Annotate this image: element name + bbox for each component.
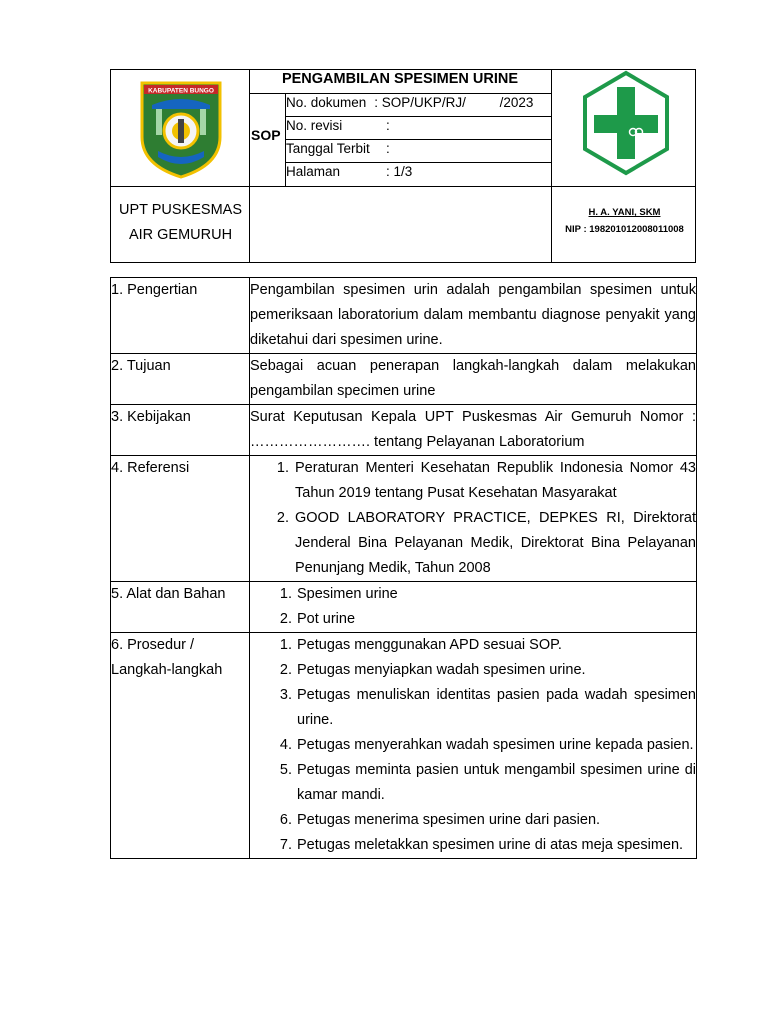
list-item: 2. GOOD LABORATORY PRACTICE, DEPKES RI, Direktorat Jenderal Bina Pelayanan Medik, Direktorat Bina Pelayanan Penunjang Medik, Tahun 2008 xyxy=(293,506,696,581)
list-item: 1. Petugas menggunakan APD sesuai SOP. xyxy=(296,633,696,658)
document-title: PENGAMBILAN SPESIMEN URINE xyxy=(281,71,519,87)
header-divider xyxy=(285,162,551,163)
definition-text: Pengambilan spesimen urin adalah pengambilan spesimen untuk pemeriksaan laboratorium dalam membantu diagnose penyakit yang diketahui dari spesimen urine. xyxy=(250,282,696,348)
procedure-list xyxy=(250,633,696,858)
logo-text: KABUPATEN BUNGO xyxy=(148,87,214,95)
kabupaten-bungo-logo xyxy=(138,79,224,179)
section-label xyxy=(111,633,250,859)
meta-value: : xyxy=(386,141,390,156)
list-item: 3. Petugas menuliskan identitas pasien pada wadah spesimen urine. xyxy=(296,683,696,733)
list-item: 1. Peraturan Menteri Kesehatan Republik Indonesia Nomor 43 Tahun 2019 tentang Pusat Kesehatan Masyarakat xyxy=(293,456,696,506)
policy-text: Surat Keputusan Kepala UPT Puskesmas Air Gemuruh Nomor : ……………………. tentang Pelayanan Laboratorium xyxy=(250,409,696,450)
header-divider xyxy=(111,186,695,187)
institution-name xyxy=(111,198,250,248)
table-row xyxy=(111,354,697,405)
section-text xyxy=(250,354,697,405)
meta-label: No. dokumen xyxy=(286,95,367,110)
section-text xyxy=(250,278,697,354)
sop-content-table xyxy=(110,277,697,859)
table-row xyxy=(111,405,697,456)
table-row xyxy=(111,456,697,582)
section-label: 1. Pengertian xyxy=(111,278,250,354)
sop-label: SOP xyxy=(251,127,281,143)
table-row xyxy=(111,278,697,354)
institution-line: UPT PUSKESMAS xyxy=(118,202,243,218)
list-item: 5. Petugas meminta pasien untuk mengambil spesimen urine di kamar mandi. xyxy=(296,758,696,808)
section-label: 2. Tujuan xyxy=(111,354,250,405)
section-list xyxy=(250,582,697,633)
signer-name: H. A. YANI, SKM xyxy=(588,207,661,218)
list-item: 7. Petugas meletakkan spesimen urine di atas meja spesimen. xyxy=(296,833,696,858)
meta-label: Tanggal Terbit xyxy=(286,141,370,156)
list-item: 2. Petugas menyiapkan wadah spesimen urine. xyxy=(296,658,696,683)
meta-row-revision xyxy=(286,118,390,134)
meta-value: : 1/3 xyxy=(386,164,413,179)
list-item: 1. Spesimen urine xyxy=(296,582,696,607)
section-text xyxy=(250,405,697,456)
institution-line: AIR GEMURUH xyxy=(128,227,233,243)
section-label: 3. Kebijakan xyxy=(111,405,250,456)
table-row xyxy=(111,582,697,633)
meta-value: : SOP/UKP/RJ/ /2023 xyxy=(374,95,534,110)
list-item: 4. Petugas menyerahkan wadah spesimen urine kepada pasien. xyxy=(296,733,696,758)
equipment-list xyxy=(250,582,696,632)
header-divider xyxy=(285,139,551,140)
section-list xyxy=(250,633,697,859)
signer-nip: NIP : 198201012008011008 xyxy=(565,224,684,235)
reference-list xyxy=(250,456,696,581)
list-item: 2. Pot urine xyxy=(296,607,696,632)
meta-value: : xyxy=(386,118,390,133)
header-divider xyxy=(285,116,551,117)
meta-row-document-number xyxy=(286,95,533,111)
puskesmas-logo xyxy=(579,70,673,182)
meta-row-page xyxy=(286,164,412,180)
table-row xyxy=(111,633,697,859)
list-item: 6. Petugas menerima spesimen urine dari pasien. xyxy=(296,808,696,833)
section-label: 4. Referensi xyxy=(111,456,250,582)
section-list xyxy=(250,456,697,582)
meta-label: No. revisi xyxy=(286,118,343,133)
header-divider xyxy=(249,93,551,94)
section-label: 5. Alat dan Bahan xyxy=(111,582,250,633)
meta-label: Halaman xyxy=(286,164,341,179)
meta-row-issue-date xyxy=(286,141,390,157)
document-header xyxy=(110,69,696,263)
purpose-text: Sebagai acuan penerapan langkah-langkah dalam melakukan pengambilan specimen urine xyxy=(250,358,696,399)
label-line: 6. Prosedur / xyxy=(111,637,195,653)
label-line: Langkah-langkah xyxy=(111,662,223,678)
